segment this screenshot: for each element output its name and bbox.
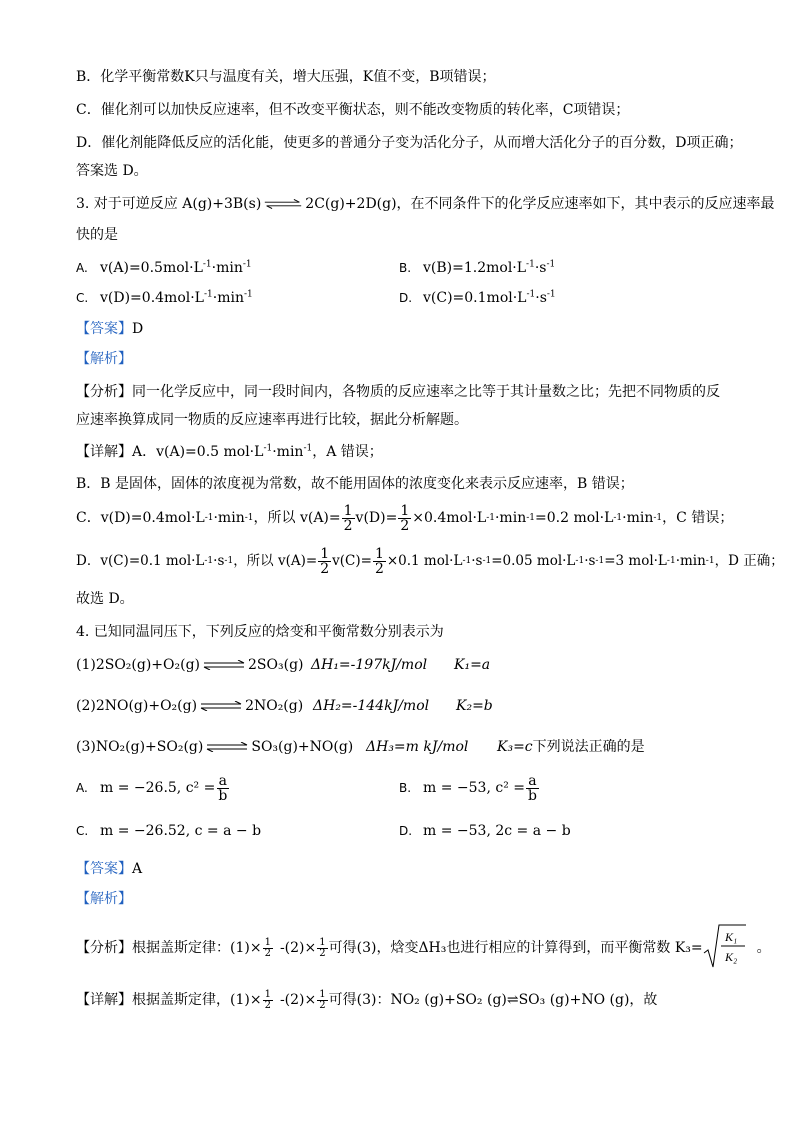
q3-answer: 【答案】D <box>76 321 144 337</box>
q4-reaction-1-enthalpy: ΔH₁=-197kJ/mol <box>311 657 428 673</box>
q3-detail-c: C．v(D)=0.4mol·L -1 ·min -1 ，所以 v(A)= $\frac{1}{2}$ v(D)= $\frac{1}{2}$ ×0.4mol·L -1 ·min -1 =0.2 mol·L -1 ·min -1 ，C 错误； <box>76 502 734 534</box>
q2-option-c-explanation: C．催化剂可以加快反应速率，但不改变平衡状态，则不能改变物质的转化率，C项错误； <box>76 102 630 118</box>
q4-reaction-3-enthalpy: ΔH₃=m kJ/mol <box>366 739 469 755</box>
q4-stem: 4. 已知同温同压下，下列反应的焓变和平衡常数分别表示为 <box>76 624 444 640</box>
q4-reaction-2: (2)2NO(g)+O₂(g) 2NO₂(g) <box>76 698 304 714</box>
q3-detail-a: 【详解】A．v(A)=0.5 $mol\cdot L^{-1}\cdot\min^{-1}$，A 错误； <box>76 443 383 460</box>
q3-analysis-tag: 【解析】 <box>76 351 132 367</box>
q3-fenxi: 【分析】同一化学反应中，同一段时间内，各物质的反应速率之比等于其计量数之比；先把不同物质的反 <box>76 384 720 400</box>
q3-stem-cont: 快的是 <box>76 227 118 243</box>
q4-option-a: A. m = −26.5, c² = $\frac{a}{b}$ <box>76 772 228 804</box>
q2-conclusion: 答案选 D。 <box>76 163 148 179</box>
equilibrium-arrow-icon <box>263 199 303 209</box>
q3-option-c: C. $v(D)=0.4mol\cdot L^{-1}\cdot\min^{-1}$ <box>76 289 253 306</box>
fraction-a-over-b: $\frac{a}{b}$ <box>528 772 537 804</box>
q4-reaction-3-k: K₃=c下列说法正确的是 <box>497 739 645 755</box>
q4-option-c: C. m = −26.52, c = a − b <box>76 823 262 839</box>
fraction-one-half: $\frac{1}{2}$ <box>319 988 326 1011</box>
q4-reaction-2-k: K₂=b <box>456 698 493 714</box>
q4-reaction-1-k: K₁=a <box>454 657 491 673</box>
fraction-one-half: $\frac{1}{2}$ <box>400 502 410 534</box>
q3-option-b: B. $v(B)=1.2mol\cdot L^{-1}\cdot s^{-1}$ <box>399 259 556 276</box>
q2-option-d-explanation: D．催化剂能降低反应的活化能，使更多的普通分子变为活化分子，从而增大活化分子的百分数，D项正确； <box>76 135 743 151</box>
fraction-a-over-b: $\frac{a}{b}$ <box>218 772 228 804</box>
fraction-one-half: $\frac{1}{2}$ <box>264 988 271 1011</box>
q3-detail-d: D．v(C)=0.1 mol·L -1 ·s -1 ，所以 v(A)= $\frac{1}{2}$ v(C)= $\frac{1}{2}$ ×0.1 mol·L -1 ·s -1 =0.05 mol·L -1 ·s -1 =3 mol·L -1 ·min -1 ，D 正确； <box>76 545 784 577</box>
fraction-one-half: $\frac{1}{2}$ <box>374 545 384 577</box>
q3-detail-b: B．B 是固体，固体的浓度视为常数，故不能用固体的浓度变化来表示反应速率，B 错误； <box>76 476 634 492</box>
fraction-one-half: $\frac{1}{2}$ <box>320 545 330 577</box>
q3-fenxi-cont: 应速率换算成同一物质的反应速率再进行比较，据此分析解题。 <box>76 412 468 428</box>
q4-reaction-1: (1)2SO₂(g)+O₂(g) 2SO₃(g) <box>76 657 304 673</box>
q4-option-d: D. m = −53, 2c = a − b <box>399 823 571 839</box>
fraction-one-half: $\frac{1}{2}$ <box>264 936 271 959</box>
q3-option-a: A. $v(A)=0.5mol\cdot L^{-1}\cdot\min^{-1}$ <box>76 259 252 276</box>
q2-option-b-explanation: B．化学平衡常数K只与温度有关，增大压强，K值不变，B项错误； <box>76 69 496 85</box>
q4-reaction-3: (3)NO₂(g)+SO₂(g) SO₃(g)+NO(g) <box>76 739 354 755</box>
svg-text:K₂: K₂ <box>724 949 737 964</box>
q4-reaction-2-enthalpy: ΔH₂=-144kJ/mol <box>313 698 430 714</box>
svg-text:K₁: K₁ <box>724 929 737 944</box>
sqrt-symbol-icon <box>703 923 747 969</box>
fraction-one-half: $\frac{1}{2}$ <box>343 502 353 534</box>
q3-stem: 3. 对于可逆反应 A(g)+3B(s) 2C(g)+2D(g)，在不同条件下的化学反应速率如下，其中表示的反应速率最 <box>76 196 775 212</box>
sqrt-k1-over-k2 <box>703 923 747 974</box>
q3-option-d: D. $v(C)=0.1mol\cdot L^{-1}\cdot s^{-1}$ <box>399 289 556 306</box>
q4-analysis-tag: 【解析】 <box>76 891 132 907</box>
q4-answer: 【答案】A <box>76 861 143 877</box>
q4-option-b: B. m = −53, c² = $\frac{a}{b}$ <box>399 772 537 804</box>
equilibrium-arrow-icon <box>199 701 243 711</box>
fraction-one-half: $\frac{1}{2}$ <box>319 936 326 959</box>
q4-fenxi: 【分析】 根据盖斯定律：(1)× $\frac{1}{2}$ -(2)× $\frac{1}{2}$ 可得(3)，焓变ΔH₃也进行相应的计算得到，而平衡常数 K₃= K₁ K₂ 。 <box>76 925 771 971</box>
q4-detail: 【详解】 根据盖斯定律，(1)× $\frac{1}{2}$ -(2)× $\frac{1}{2}$ 可得(3)：NO₂ (g)+SO₂ (g)⇌SO₃ (g)+NO (g)，故 <box>76 988 658 1011</box>
equilibrium-arrow-icon <box>202 660 246 670</box>
q3-conclusion: 故选 D。 <box>76 591 134 607</box>
equilibrium-arrow-icon <box>205 742 249 752</box>
